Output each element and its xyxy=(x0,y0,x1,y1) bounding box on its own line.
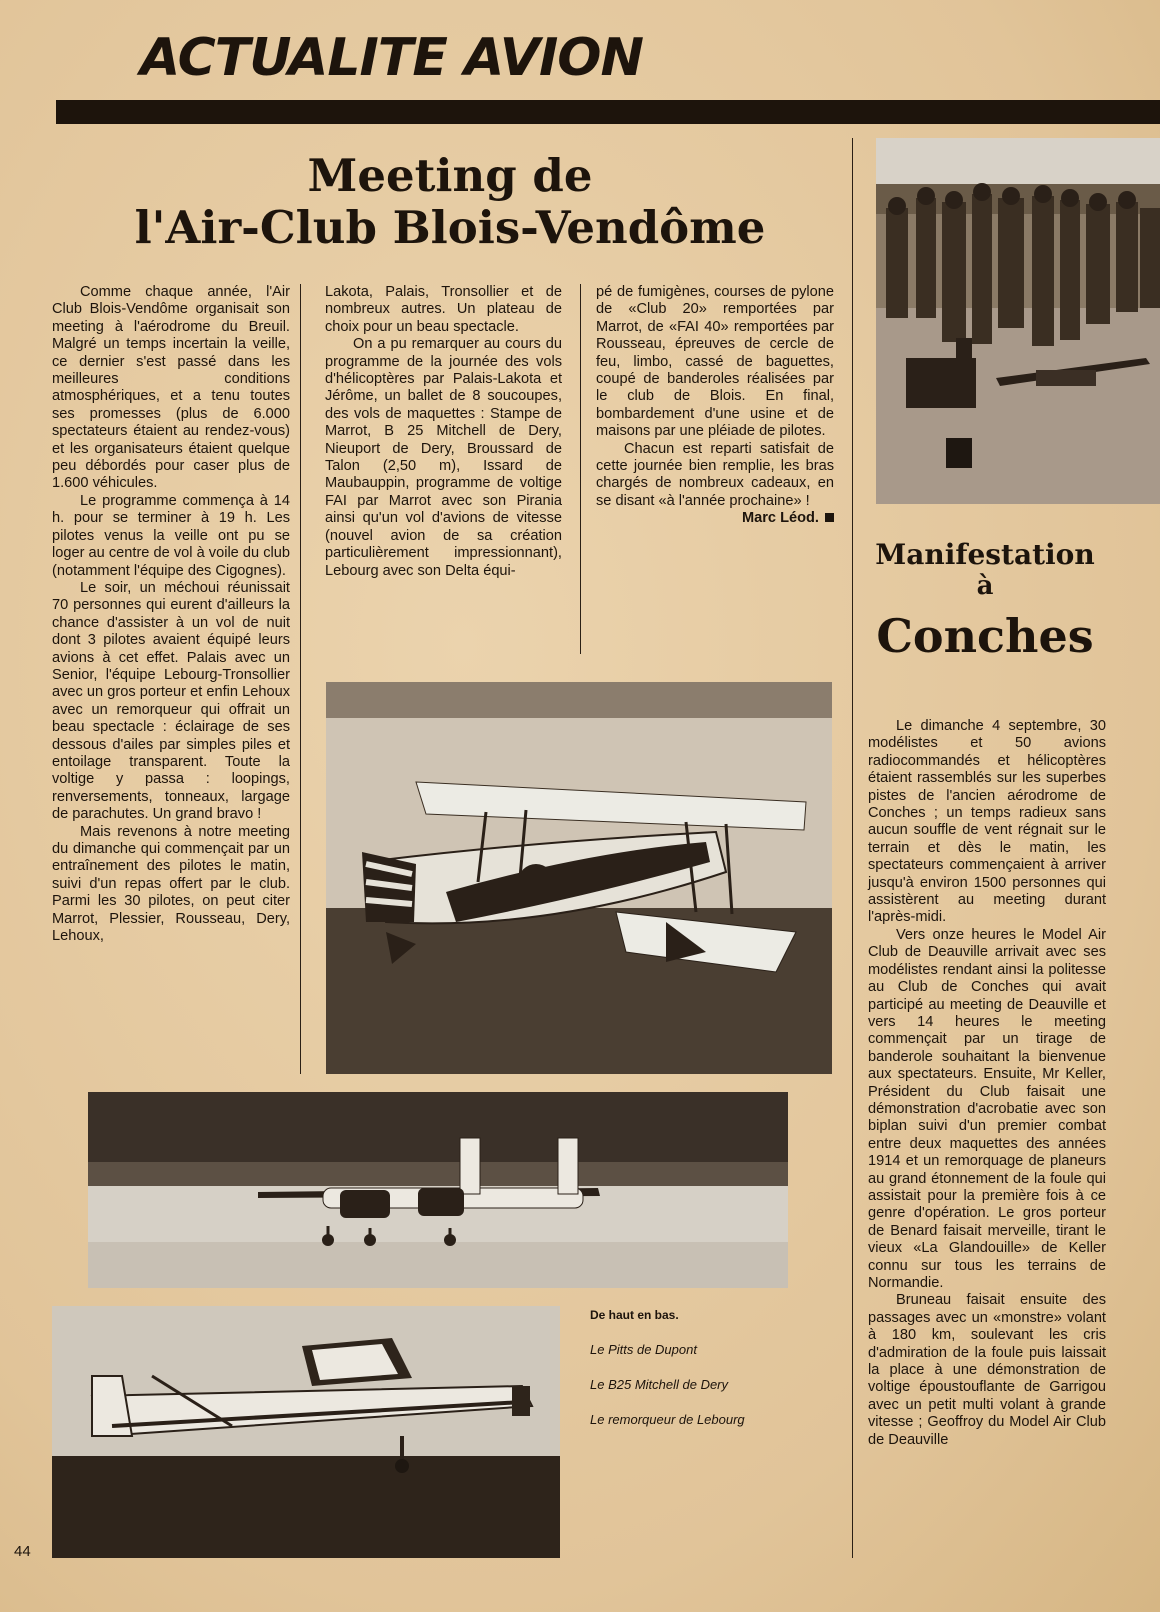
paragraph: Le programme commença à 14 h. pour se terminer à 19 h. Les pilotes venus la veille ont pu se loger au centre de vol à voile du club (notamment l'équipe des Cigognes). xyxy=(52,492,290,579)
article-column-1 xyxy=(52,284,290,945)
side-title-1: Manifestation xyxy=(875,538,1095,571)
caption-item: Le Pitts de Dupont xyxy=(590,1342,697,1357)
paragraph: Bruneau faisait ensuite des passages avec un «monstre» volant à 180 km, soulevant les cris d'admiration de la foule puis laissait la place à une démonstration de voltige époustouflante de Garrigou avec un petit multi volant à grande vitesse ; Geoffroy du Model Air Club de Deauville xyxy=(868,1292,1106,1448)
side-title-3: Conches xyxy=(876,609,1094,663)
end-mark xyxy=(825,513,834,522)
paragraph: Mais revenons à notre meeting du dimanche qui commençait par un entraînement des pilotes le matin, suivi d'un repas offert par le club. Parmi les 30 pilotes, on peut citer Marrot, Plessier, Rousseau, Dery, Lehoux, xyxy=(52,823,290,945)
paragraph: Lakota, Palais, Tronsollier et de nombreux autres. Un plateau de choix pour un beau spectacle. xyxy=(325,284,562,335)
article-signature xyxy=(596,510,834,527)
crowd-photo xyxy=(876,138,1160,504)
section-title: ACTUALITE AVION xyxy=(140,28,644,88)
paragraph: On a pu remarquer au cours du programme de la journée des vols d'hélicoptères par Palais-Lakota et Jérôme, un ballet de 8 soucoupes, des vols de maquettes : Stampe de Marrot, B 25 Mitchell de Dery, Nieuport de Dery, Broussard de Talon (2,50 m), Issard de Maubauppin, programme de voltige FAI par Marrot avec son Pirania ainsi qu'un vol d'avions de vitesse (nouvel avion de sa création particulièrement impressionnant), Lebourg avec son Delta équi- xyxy=(325,336,562,579)
column-divider xyxy=(300,284,301,1074)
article-column-2 xyxy=(325,284,562,580)
paragraph: Comme chaque année, l'Air Club Blois-Vendôme organisait son meeting à l'aérodrome du Breuil. Malgré un temps incertain la veille, ce dernier s'est passé dans les meilleures conditions atmosphériques, et a tenu toutes ses promesses (plus de 6.000 spectateurs étaient au rendez-vous) et les organisateurs étaient quelque peu débordés pour caser plus de 1.600 véhicules. xyxy=(52,284,290,492)
headline-line-1: Meeting de xyxy=(307,149,593,202)
tow-plane-photo xyxy=(52,1306,560,1558)
side-title-2: à xyxy=(976,571,994,601)
caption-intro: De haut en bas. xyxy=(590,1308,679,1322)
biplane-photo xyxy=(326,682,832,1074)
paragraph: Vers onze heures le Model Air Club de Deauville arrivait avec ses modélistes rendant ainsi la politesse au Club de Conches qui avait participé au meeting de Deauville et vers 14 heures le meeting commençait par un tirage de banderole souhaitant la bienvenue aux spectateurs. Ensuite, Mr Keller, Président du Club faisait une démonstration d'acrobatie avec son biplan suivi d'un premier combat entre deux maquettes des années 1914 et un remorquage de planeurs au grand étonnement de la foule qui assistait pour la première fois à ce genre d'opération. Le gros porteur de Benard faisait merveille, tirant le vieux «La Glandouille» de Keller connu sur tous les terrains de Normandie. xyxy=(868,926,1106,1291)
page-number: 44 xyxy=(14,1543,31,1560)
column-divider xyxy=(580,284,581,654)
side-article-body xyxy=(868,718,1106,1449)
caption-item: Le B25 Mitchell de Dery xyxy=(590,1377,729,1392)
article-column-3 xyxy=(596,284,834,528)
paragraph: Le soir, un méchoui réunissait 70 personnes qui eurent d'ailleurs la chance d'assister à un vol de nuit dont 3 pilotes avaient équipé leurs avions à cet effet. Palais avec un Senior, l'équipe Lebourg-Tronsollier avec un gros porteur et enfin Lehoux avec un remorqueur qui offrait un beau spectacle : éclairage de ses dessous d'ailes par simples piles et entoilage transparent. Toute la voltige y passa : loopings, renversements, tonneaux, largage de parachutes. Un grand bravo ! xyxy=(52,579,290,823)
article-headline xyxy=(80,150,820,254)
b25-photo xyxy=(88,1092,788,1288)
caption-item: Le remorqueur de Lebourg xyxy=(590,1412,745,1427)
side-divider xyxy=(852,138,853,1558)
paragraph: Le dimanche 4 septembre, 30 modélistes et 50 avions radiocommandés et hélicoptères étaient rassemblés sur les superbes pistes de l'ancien aérodrome de Conches ; un temps radieux sans aucun souffle de vent régnait sur le terrain et dès le matin, les spectateurs commençaient à arriver jusqu'à environ 1500 personnes qui assistèrent au meeting durant l'après-midi. xyxy=(868,718,1106,926)
header-rule xyxy=(56,100,1160,124)
paragraph: pé de fumigènes, courses de pylone de «Club 20» remportées par Marrot, de «FAI 40» remportées par Rousseau, épreuves de cercle de feu, limbo, cassé de baguettes, coupé de banderoles réalisées par le club de Blois. En final, bombardement d'une usine et de maisons par une pléiade de pilotes. xyxy=(596,284,834,440)
headline-line-2: l'Air-Club Blois-Vendôme xyxy=(134,201,766,254)
photo-captions xyxy=(590,1308,840,1447)
paragraph: Chacun est reparti satisfait de cette journée bien remplie, les bras chargés de nombreux cadeaux, en se disant «à l'année prochaine» ! xyxy=(596,440,834,509)
signature-text: Marc Léod. xyxy=(741,510,819,527)
